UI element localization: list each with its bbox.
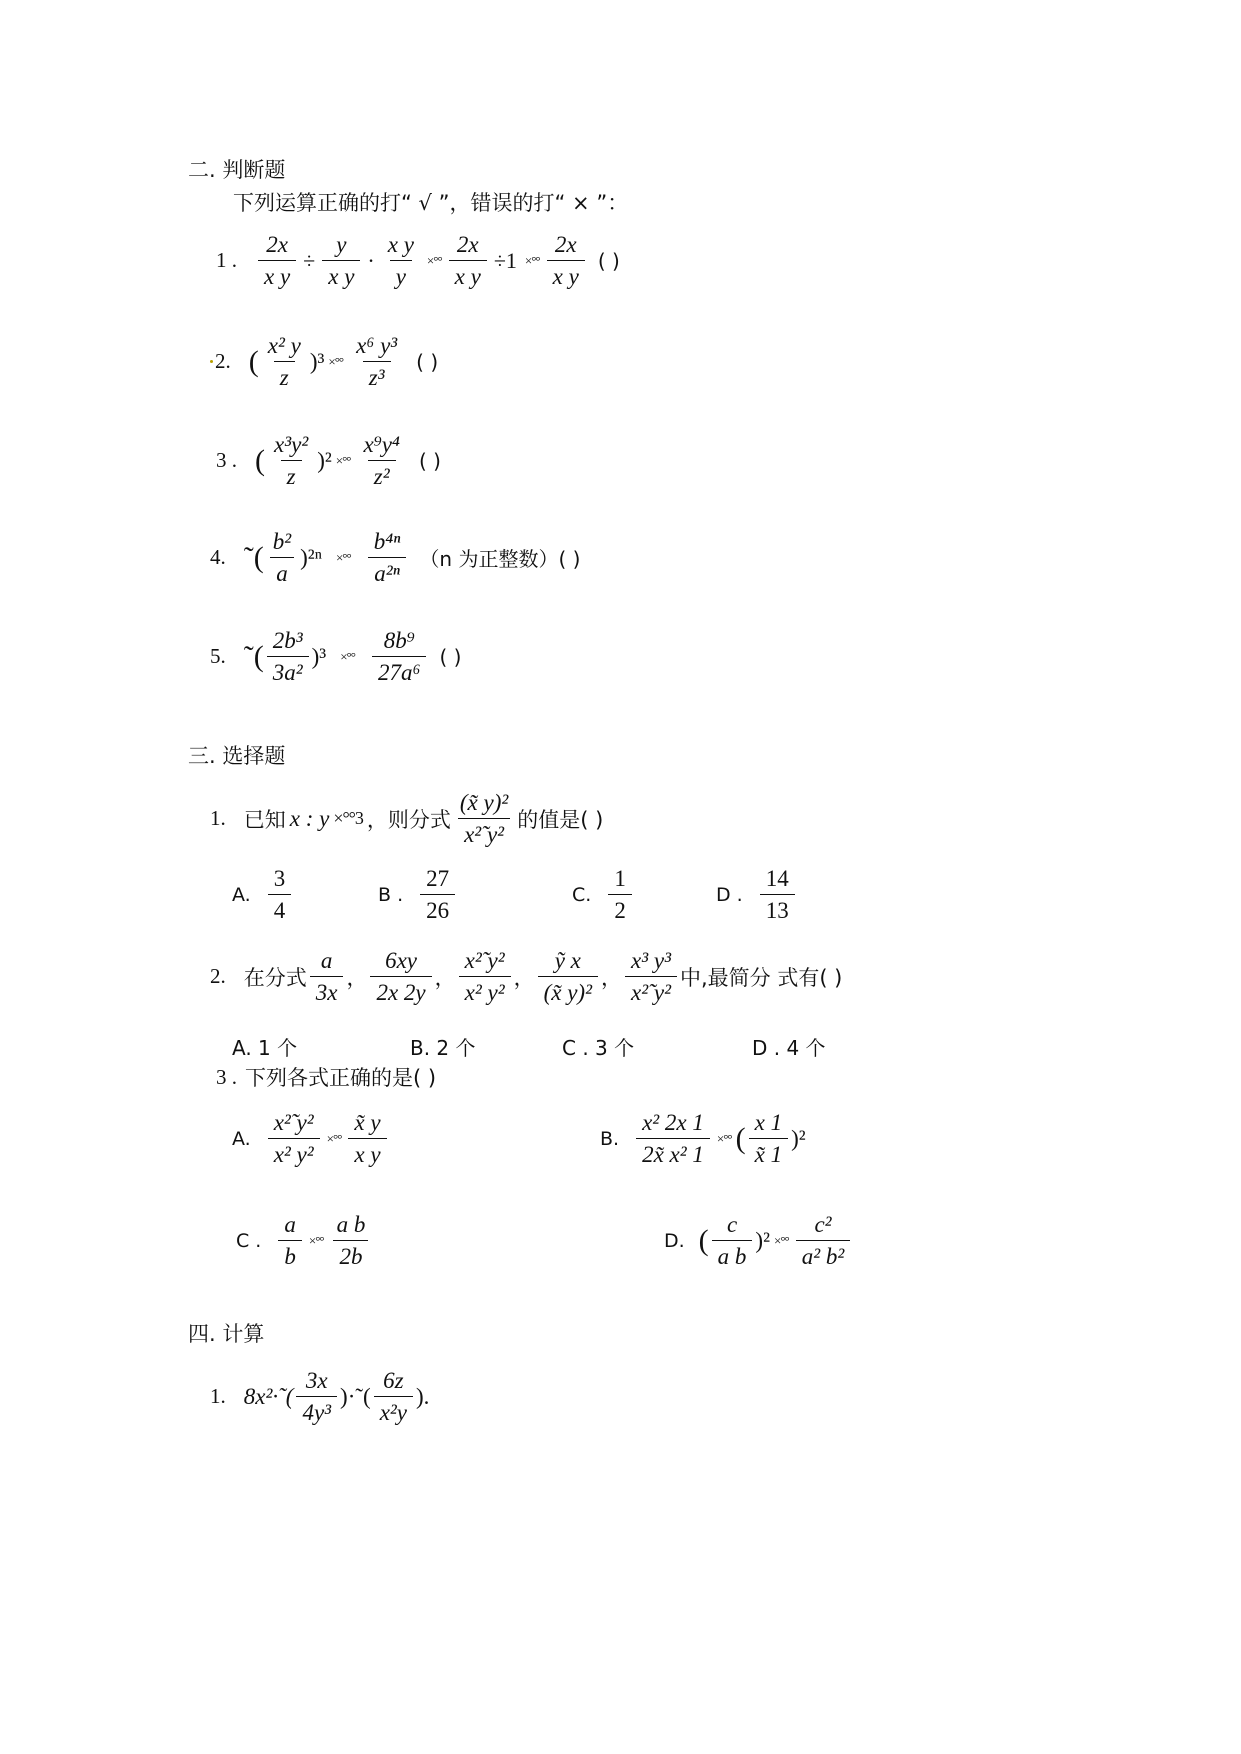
choice-q3-option-a[interactable] [232, 1110, 390, 1168]
fraction: $\frac{c}{\text{a b}}$ [712, 1212, 753, 1270]
choice-q3-option-d[interactable] [664, 1212, 853, 1270]
multiply-dot: · [367, 247, 375, 273]
question-number: 4. [210, 545, 226, 570]
choice-q1-option-b[interactable] [378, 866, 458, 924]
fraction: $\frac{y}{\text{x y}}$ [322, 232, 360, 290]
judge-question-4 [210, 529, 580, 587]
left-paren: ( [248, 344, 259, 378]
choice-q3-option-b[interactable] [600, 1110, 806, 1168]
option-label: C . [236, 1229, 262, 1252]
section-title-calc: 四. 计算 [188, 1322, 265, 1346]
option-label: B . [378, 883, 404, 906]
comma: ， [346, 965, 368, 990]
right-paren-power: )²ⁿ [300, 544, 322, 570]
right-paren-power: )³ [309, 348, 325, 374]
question-number: 5. [210, 644, 226, 669]
choice-q1-option-c[interactable] [572, 866, 635, 924]
option-label: D. [664, 1229, 685, 1252]
equals-glyph: ×°° [426, 252, 442, 268]
right-paren-power: )² [317, 447, 332, 473]
fraction: $\frac{\text{x³ y³}}{\text{x²̃ y²}}$ [625, 948, 677, 1006]
fraction: $\frac{x̃ y}{\text{x y}}$ [348, 1110, 386, 1168]
equals-glyph: ×°° [773, 1232, 789, 1248]
fraction: $\frac{3x}{\text{4y³}}$ [296, 1368, 337, 1426]
fraction: $\frac{\text{a b}}{2b}$ [331, 1212, 372, 1270]
question-number: 1. [210, 1384, 226, 1409]
answer-blank[interactable]: ( ) [416, 349, 439, 374]
right-paren-power: )³ [311, 643, 327, 669]
left-paren: ( [698, 1223, 709, 1257]
fraction: $\frac{6z}{\text{x²y}}$ [374, 1368, 413, 1426]
comma: ， [513, 965, 535, 990]
choice-q2-option-d[interactable]: D . 4 个 [752, 1036, 826, 1060]
expression-suffix: ). [416, 1383, 430, 1409]
judge-question-1 [216, 232, 620, 290]
fraction: $\frac{6xy}{2x 2y}$ [370, 948, 431, 1006]
equals-glyph: ×°° [335, 549, 351, 565]
comma: ， [601, 965, 622, 990]
fraction: $\frac{\text{x⁶ y³}}{\text{z³}}$ [356, 333, 398, 391]
fraction: $\frac{a}{b}$ [278, 1212, 302, 1270]
question-text: 下列各式正确的是( ) [245, 1066, 437, 1090]
fraction: $\frac{\text{b⁴ⁿ}}{\text{a²ⁿ}}$ [368, 529, 407, 587]
divide-one: ÷1 [493, 247, 517, 273]
choice-q2-option-b[interactable]: B. 2 个 [410, 1036, 476, 1060]
equals-glyph: ×°° [335, 452, 351, 468]
fraction: $\frac{1}{2}$ [608, 866, 632, 924]
left-paren: ( [255, 443, 265, 477]
choice-question-1 [210, 790, 603, 848]
right-paren-power: )² [755, 1227, 770, 1253]
judge-question-5 [210, 628, 461, 686]
question-number: 1 . [216, 248, 237, 273]
choice-question-3 [216, 1062, 436, 1092]
option-label: A. [232, 1127, 251, 1150]
fraction: $\frac{27}{26}$ [420, 866, 455, 924]
question-text: 在分式 [243, 965, 307, 990]
judge-question-3 [216, 432, 441, 490]
left-paren: ˜( [243, 639, 264, 673]
equals-glyph: ×°°3 [333, 808, 363, 829]
fraction: $\frac{\text{b²}}{a}$ [267, 529, 297, 587]
expression-middle: )·˜( [340, 1383, 371, 1409]
answer-note[interactable]: （n 为正整数）( ) [419, 547, 581, 572]
choice-q1-option-a[interactable] [232, 866, 294, 924]
equals-glyph: ×°° [328, 353, 344, 369]
question-number: 2. [215, 349, 231, 374]
fraction: $\frac{2x}{\text{x y}}$ [449, 232, 487, 290]
fraction: $\frac{2x}{\text{x y}}$ [258, 232, 296, 290]
option-label: A. [232, 883, 251, 906]
fraction: $\frac{2x}{\text{x y}}$ [547, 232, 585, 290]
answer-blank[interactable]: 的值是( ) [517, 807, 604, 832]
equals-glyph: ×°° [326, 1130, 342, 1146]
fraction: $\frac{\text{x² 2x 1}}{\text{2x̃ x² 1}}$ [636, 1110, 710, 1168]
fraction: $\frac{\text{x y}}{y}$ [387, 232, 414, 290]
question-number: 1. [210, 806, 226, 831]
fraction: $\frac{3}{4}$ [268, 866, 292, 924]
option-label: D . [716, 883, 743, 906]
fraction: $\frac{a}{3x}$ [310, 948, 344, 1006]
fraction: $\frac{x 1}{x̃ 1}$ [749, 1110, 788, 1168]
fraction: $\frac{\text{(x̃ y)²}}{\text{x²̃ y²}}$ [459, 790, 509, 848]
choice-q2-option-c[interactable]: C . 3 个 [562, 1036, 635, 1060]
equals-glyph: ×°° [308, 1232, 324, 1248]
judge-instruction: 下列运算正确的打“ √ ”，错误的打“ × ”： [233, 191, 629, 215]
answer-blank[interactable]: 中,最简分 式有( ) [679, 965, 843, 990]
question-number: 2. [210, 964, 226, 989]
section-title-choice: 三. 选择题 [188, 744, 286, 768]
choice-q3-option-c[interactable] [236, 1212, 374, 1270]
question-text: 已知 [243, 807, 286, 832]
equals-glyph: ×°° [340, 648, 355, 664]
option-label: B. [600, 1127, 620, 1150]
question-number: 3 . [216, 448, 237, 473]
fraction: $\frac{\text{x³y²}}{z}$ [274, 432, 309, 490]
choice-q1-option-d[interactable] [716, 866, 798, 924]
fraction: $\frac{\text{x²̃ y²}}{\text{x² y²}}$ [459, 948, 511, 1006]
equals-glyph: ×°° [716, 1130, 732, 1146]
ratio-expression: x : y [289, 805, 330, 831]
fraction: $\frac{\text{c²}}{\text{a² b²}}$ [796, 1212, 851, 1270]
fraction: $\frac{\text{x² y}}{z}$ [267, 333, 301, 391]
divide-sign: ÷ [303, 247, 316, 273]
left-paren: ˜( [243, 540, 264, 574]
comma: ， [434, 965, 456, 990]
answer-blank[interactable]: ( ) [597, 248, 620, 273]
right-paren-power: )² [791, 1125, 806, 1151]
answer-blank[interactable]: ( ) [439, 644, 462, 669]
fraction: $\frac{14}{13}$ [760, 866, 795, 924]
option-label: C. [572, 883, 592, 906]
answer-blank[interactable]: ( ) [418, 448, 441, 473]
choice-q2-option-a[interactable]: A. 1 个 [232, 1036, 298, 1060]
mark-dot [210, 360, 213, 363]
question-text: ，则分式 [366, 807, 451, 832]
fraction: $\frac{\text{2b³}}{\text{3a²}}$ [267, 628, 309, 686]
choice-question-2 [210, 948, 842, 1006]
fraction: $\frac{\text{ỹ x}}{\text{(x̃ y)²}}$ [538, 948, 598, 1006]
fraction: $\frac{\text{x²̃ y²}}{\text{x² y²}}$ [268, 1110, 320, 1168]
left-paren: ( [735, 1121, 746, 1155]
calc-question-1 [210, 1368, 429, 1426]
fraction: $\frac{\text{8b⁹}}{\text{27a⁶}}$ [372, 628, 427, 686]
equals-glyph: ×°° [524, 252, 540, 268]
section-title-judge: 二. 判断题 [188, 158, 286, 182]
judge-question-2 [208, 333, 438, 391]
question-number: 3 . [216, 1064, 237, 1089]
expression-prefix: 8x²·˜( [243, 1383, 294, 1409]
fraction: $\frac{\text{x⁹y⁴}}{\text{z²}}$ [363, 432, 400, 490]
